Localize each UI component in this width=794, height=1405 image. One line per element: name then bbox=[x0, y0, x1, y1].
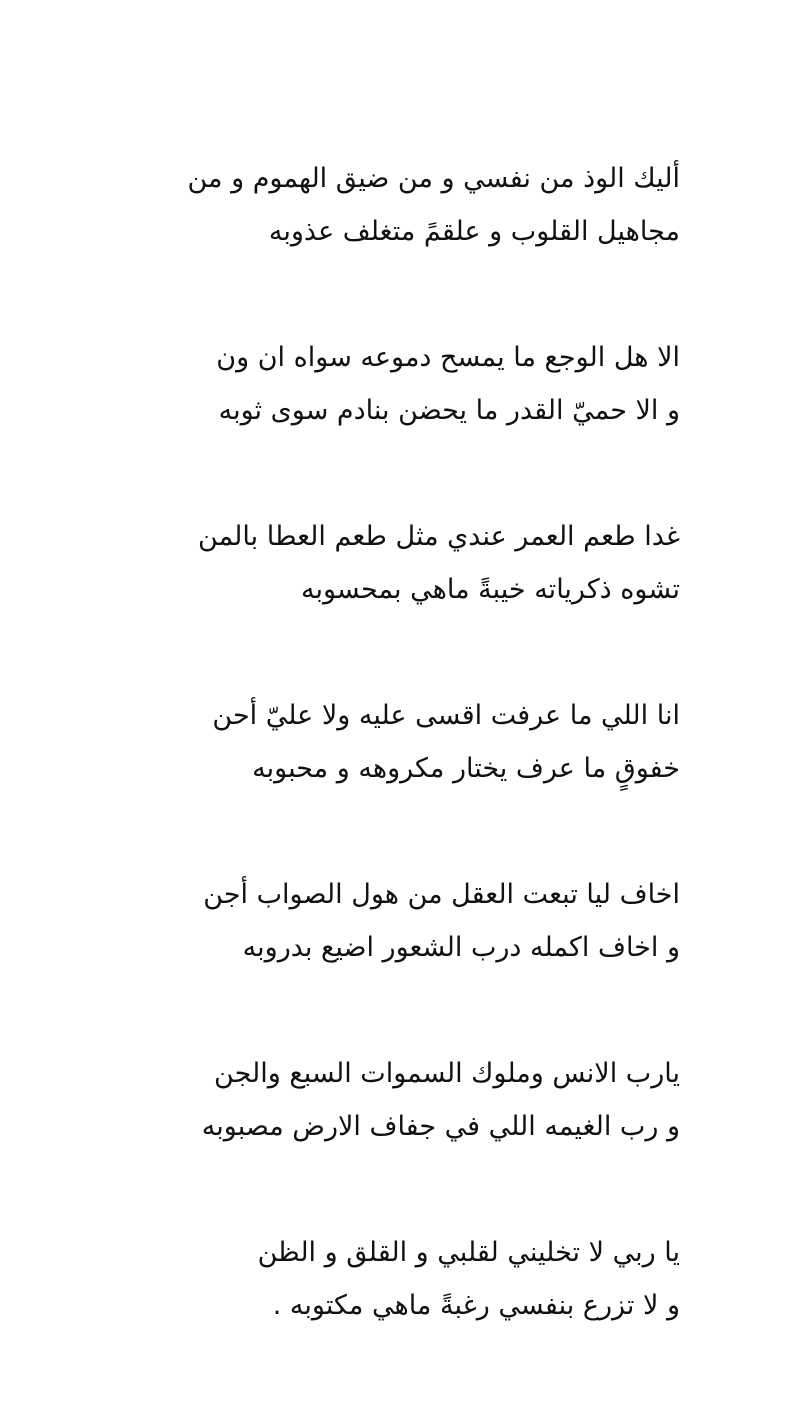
poem-line: و رب الغيمه اللي في جفاف الارض مصبوبه bbox=[201, 1111, 680, 1142]
stanza-4 bbox=[120, 689, 680, 795]
poem-line: اخاف ليا تبعت العقل من هول الصواب أجن bbox=[203, 879, 680, 910]
poem-line: تشوه ذكرياته خيبةً ماهي بمحسوبه bbox=[300, 574, 680, 605]
stanza-5 bbox=[120, 868, 680, 974]
poem-line: و لا تزرع بنفسي رغبةً ماهي مكتوبه . bbox=[272, 1290, 680, 1321]
stanza-3 bbox=[120, 510, 680, 616]
poem-text bbox=[120, 152, 680, 1405]
poem-line: غدا طعم العمر عندي مثل طعم العطا بالمن bbox=[198, 521, 680, 552]
poem-line: و اخاف اكمله درب الشعور اضيع بدروبه bbox=[242, 932, 680, 963]
stanza-7 bbox=[120, 1226, 680, 1332]
poem-line: انا اللي ما عرفت اقسى عليه ولا عليّ أحن bbox=[212, 700, 680, 731]
stanza-6 bbox=[120, 1047, 680, 1153]
stanza-1 bbox=[120, 152, 680, 258]
poem-line: و الا حميّ القدر ما يحضن بنادم سوى ثوبه bbox=[218, 395, 680, 426]
stanza-2 bbox=[120, 331, 680, 437]
poem-line: خفوقٍ ما عرف يختار مكروهه و محبوبه bbox=[252, 753, 680, 784]
poem-line: أليك الوذ من نفسي و من ضيق الهموم و من bbox=[187, 163, 680, 194]
poem-line: الا هل الوجع ما يمسح دموعه سواه ان ون bbox=[216, 342, 680, 373]
poem-line: مجاهيل القلوب و علقمً متغلف عذوبه bbox=[268, 216, 680, 247]
poem-line: يارب الانس وملوك السموات السبع والجن bbox=[214, 1058, 680, 1089]
poem-line: يا ربي لا تخليني لقلبي و القلق و الظن bbox=[257, 1237, 680, 1268]
